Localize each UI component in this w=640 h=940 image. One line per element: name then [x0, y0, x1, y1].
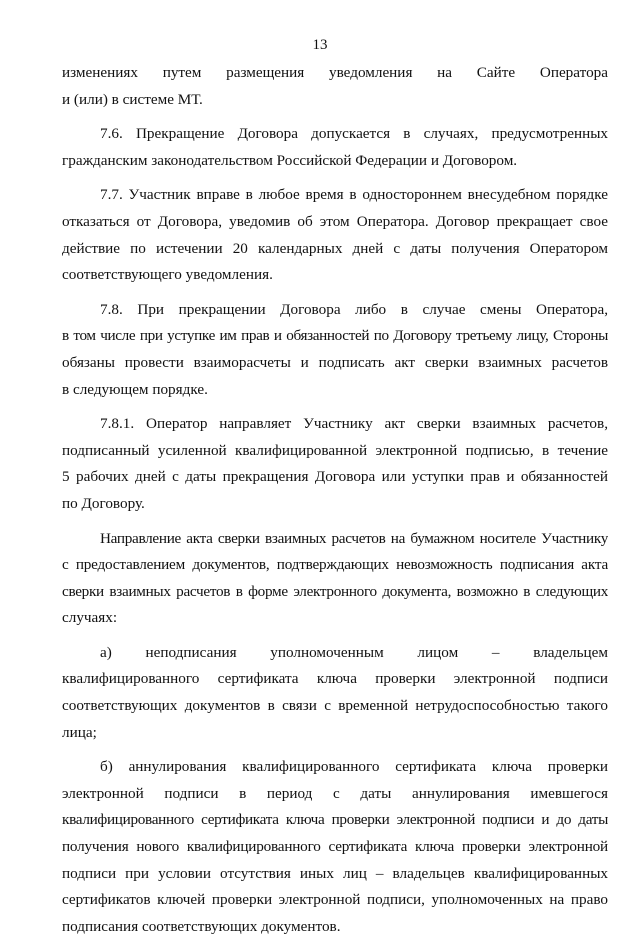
text-line: подписания соответствующих документов. — [62, 917, 341, 935]
text-line: 7.6. Прекращение Договора допускается в случаях, предусмотренных — [100, 125, 608, 143]
paragraph-7-7 — [62, 182, 608, 288]
text-line: а) неподписания уполномоченным лицом – владельцем — [100, 643, 608, 661]
text-line: отказаться от Договора, уведомив об этом Оператора. Договор прекращает свое — [62, 212, 608, 230]
text-line: соответствующего уведомления. — [62, 266, 273, 284]
text-line: получения нового квалифицированного сертификата ключа проверки электронной — [62, 838, 608, 856]
text-line: гражданским законодательством Российской Федерации и Договором. — [62, 151, 518, 169]
text-line: 7.8. При прекращении Договора либо в случае смены Оператора, — [100, 300, 608, 318]
text-line: электронной подписи в период с даты аннулирования имевшегося — [62, 784, 608, 802]
text-line: квалифицированного сертификата ключа проверки электронной подписи — [62, 670, 608, 688]
text-line: сверки взаимных расчетов в форме электронного документа, возможно в следующих — [62, 582, 608, 600]
text-line: обязаны провести взаиморасчеты и подписать акт сверки взаимных расчетов — [62, 353, 608, 371]
text-line: в том числе при уступке им прав и обязанностей по Договору третьему лицу, Стороны — [62, 327, 608, 345]
text-line: соответствующих документов в связи с временной нетрудоспособностью такого — [62, 697, 608, 715]
text-line: 7.7. Участник вправе в любое время в одностороннем внесудебном порядке — [100, 186, 608, 204]
text-line: с предоставлением документов, подтверждающих невозможность подписания акта — [62, 556, 608, 574]
text-line: действие по истечении 20 календарных дней с даты получения Оператором — [62, 239, 608, 257]
text-line: в следующем порядке. — [62, 380, 208, 398]
paragraph-continuation — [62, 60, 608, 113]
text-line: подписанный усиленной квалифицированной электронной подписью, в течение — [62, 441, 608, 459]
paragraph-item-a — [62, 640, 608, 746]
text-line: изменениях путем размещения уведомления на Сайте Оператора — [62, 64, 608, 81]
paragraph-7-8-1 — [62, 411, 608, 517]
page-number: 13 — [312, 37, 328, 53]
document-body — [62, 60, 608, 940]
text-line: 7.8.1. Оператор направляет Участнику акт сверки взаимных расчетов, — [100, 415, 608, 433]
text-line: по Договору. — [62, 494, 145, 512]
text-line: сертификатов ключей проверки электронной подписи, уполномоченных на право — [62, 891, 608, 909]
paragraph-item-b — [62, 754, 608, 940]
text-line: лица; — [62, 723, 97, 741]
text-line: подписи при условии отсутствия иных лиц – владельцев квалифицированных — [62, 864, 608, 882]
paragraph-7-8 — [62, 297, 608, 403]
text-line: 5 рабочих дней с даты прекращения Договора или уступки прав и обязанностей — [62, 468, 608, 486]
text-line: случаях: — [62, 609, 118, 627]
text-line: и (или) в системе МТ. — [62, 90, 203, 108]
paragraph-7-6 — [62, 121, 608, 174]
text-line: квалифицированного сертификата ключа проверки электронной подписи и до даты — [62, 811, 608, 829]
text-line: б) аннулирования квалифицированного сертификата ключа проверки — [100, 758, 608, 776]
text-line: Направление акта сверки взаимных расчетов на бумажном носителе Участнику — [100, 529, 608, 547]
paragraph-paper-delivery — [62, 526, 608, 632]
